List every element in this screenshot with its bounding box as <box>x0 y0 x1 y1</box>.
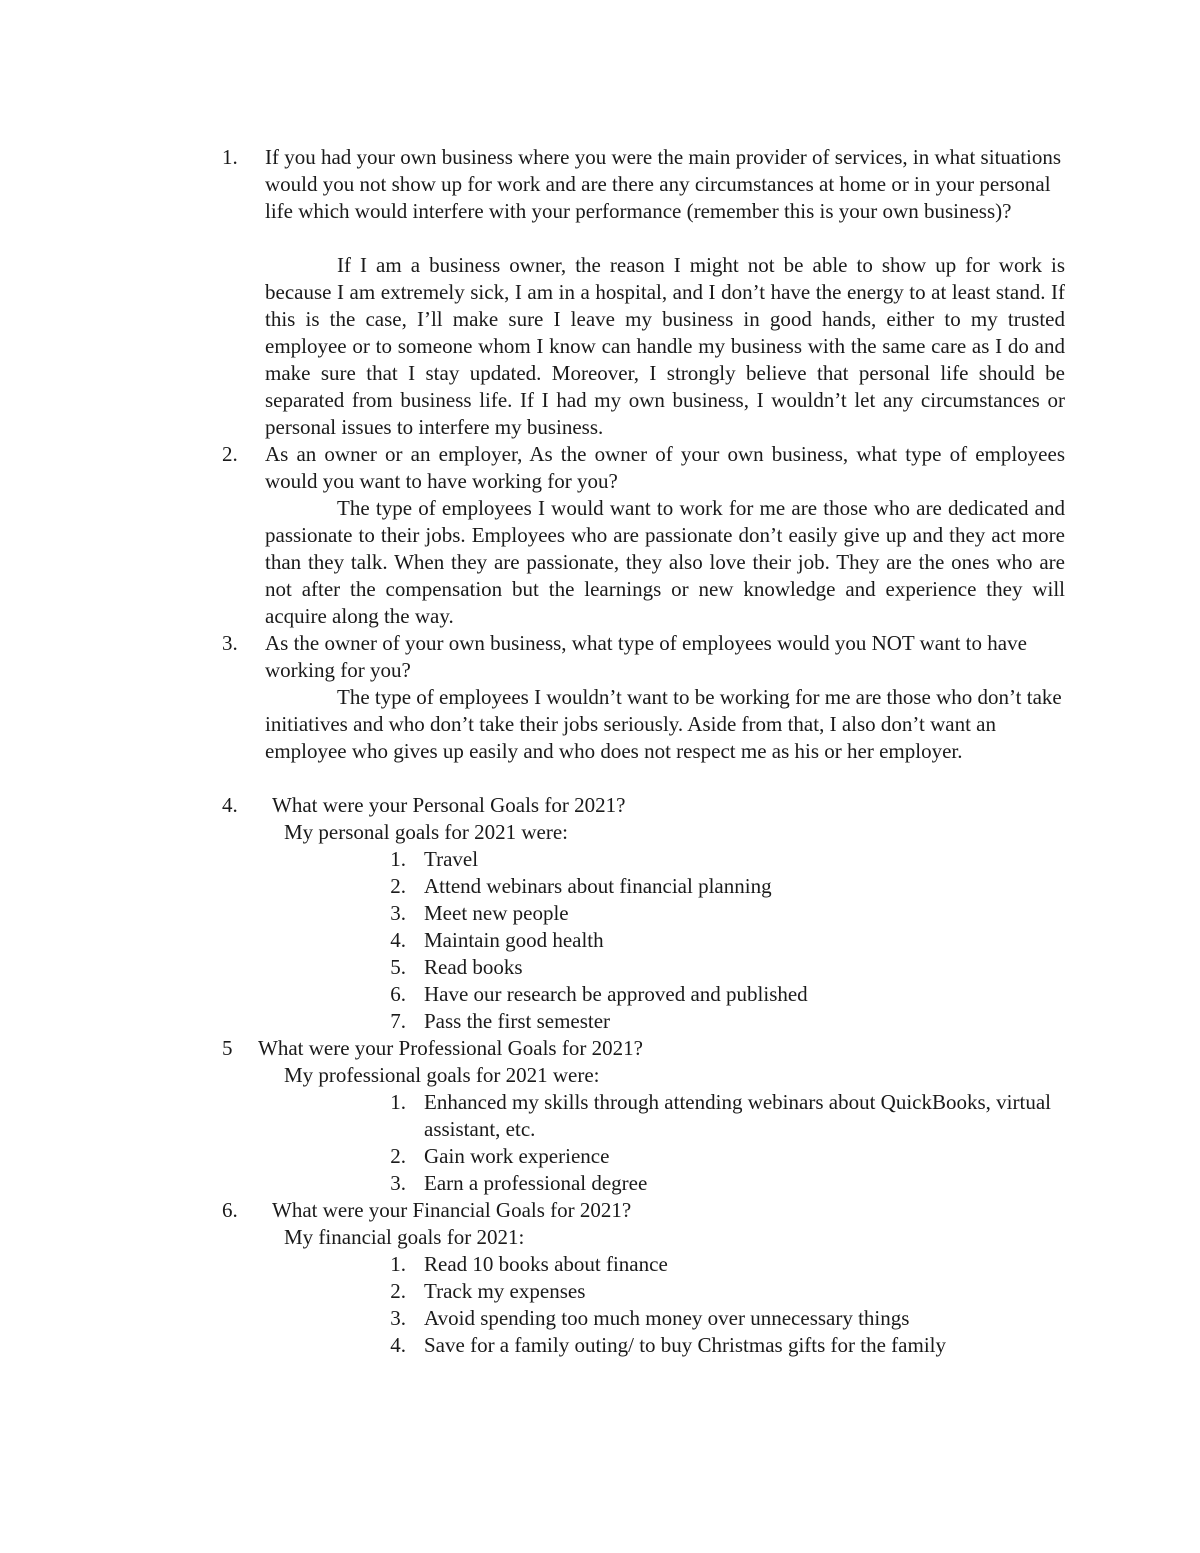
question-number: 4. <box>222 793 238 817</box>
list-item-number: 1. <box>390 1252 406 1276</box>
list-item-number: 3. <box>390 1306 406 1330</box>
question-number: 2. <box>222 442 238 466</box>
list-item: Read books <box>424 955 523 979</box>
question-text: What were your Professional Goals for 2021? <box>258 1036 643 1060</box>
list-item: Read 10 books about finance <box>424 1252 668 1276</box>
list-item: Have our research be approved and published <box>424 982 808 1006</box>
list-item: Track my expenses <box>424 1279 586 1303</box>
answer-text: If I am a business owner, the reason I might not be able to show up for work is because I am extremely sick, I am in a hospital, and I don’t have the energy to at least stand. If this is the case, I’ll make sure I leave my business in good hands, either to my trusted employee or to someone whom I know can handle my business with the same care as I do and make sure that I stay updated. Moreover, I strongly believe that personal life should be separated from business life. If I had my own business, I wouldn’t let any circumstances or personal issues to interfere my business. <box>265 253 1065 439</box>
list-item: Maintain good health <box>424 928 604 952</box>
list-item: Pass the first semester <box>424 1009 611 1033</box>
list-item: Save for a family outing/ to buy Christmas gifts for the family <box>424 1333 946 1357</box>
question-text: As an owner or an employer, As the owner of your own business, what type of employees would you want to have working for you? <box>265 442 1065 493</box>
list-item-number: 2. <box>390 1279 406 1303</box>
list-item-number: 5. <box>390 955 406 979</box>
list-item-number: 4. <box>390 928 406 952</box>
question-number: 6. <box>222 1198 238 1222</box>
list-item: Enhanced my skills through attending webinars about QuickBooks, virtual assistant, etc. <box>424 1090 1051 1141</box>
list-item: Attend webinars about financial planning <box>424 874 772 898</box>
list-item-number: 3. <box>390 901 406 925</box>
answer-text: The type of employees I wouldn’t want to be working for me are those who don’t take initiatives and who don’t take their jobs seriously. Aside from that, I also don’t want an employee who gives up easily and who does not respect me as his or her employer. <box>265 685 1062 763</box>
question-number: 1. <box>222 145 238 169</box>
question-text: What were your Personal Goals for 2021? <box>272 793 626 817</box>
list-item-number: 7. <box>390 1009 406 1033</box>
question-number: 5 <box>222 1036 233 1060</box>
list-item-number: 4. <box>390 1333 406 1357</box>
list-item-number: 1. <box>390 847 406 871</box>
list-item: Gain work experience <box>424 1144 610 1168</box>
list-item-number: 2. <box>390 1144 406 1168</box>
answer-text: The type of employees I would want to work for me are those who are dedicated and passionate to their jobs. Employees who are passionate don’t easily give up and they act more than they talk. When they are passionate, they also love their job. They are the ones who are not after the compensation but the learnings or new knowledge and experience they will acquire along the way. <box>265 496 1065 628</box>
list-item: Avoid spending too much money over unnecessary things <box>424 1306 910 1330</box>
list-item: Travel <box>424 847 479 871</box>
goals-intro: My personal goals for 2021 were: <box>284 820 569 844</box>
list-item-number: 6. <box>390 982 406 1006</box>
list-item-number: 1. <box>390 1090 406 1114</box>
question-text: What were your Financial Goals for 2021? <box>272 1198 632 1222</box>
goals-intro: My professional goals for 2021 were: <box>284 1063 600 1087</box>
question-text: As the owner of your own business, what type of employees would you NOT want to have working for you? <box>265 631 1027 682</box>
list-item-number: 3. <box>390 1171 406 1195</box>
list-item-number: 2. <box>390 874 406 898</box>
list-item: Earn a professional degree <box>424 1171 648 1195</box>
question-text: If you had your own business where you were the main provider of services, in what situations would you not show up for work and are there any circumstances at home or in your personal life which would interfere with your performance (remember this is your own business)? <box>265 145 1062 223</box>
goals-intro: My financial goals for 2021: <box>284 1225 525 1249</box>
question-number: 3. <box>222 631 238 655</box>
list-item: Meet new people <box>424 901 569 925</box>
